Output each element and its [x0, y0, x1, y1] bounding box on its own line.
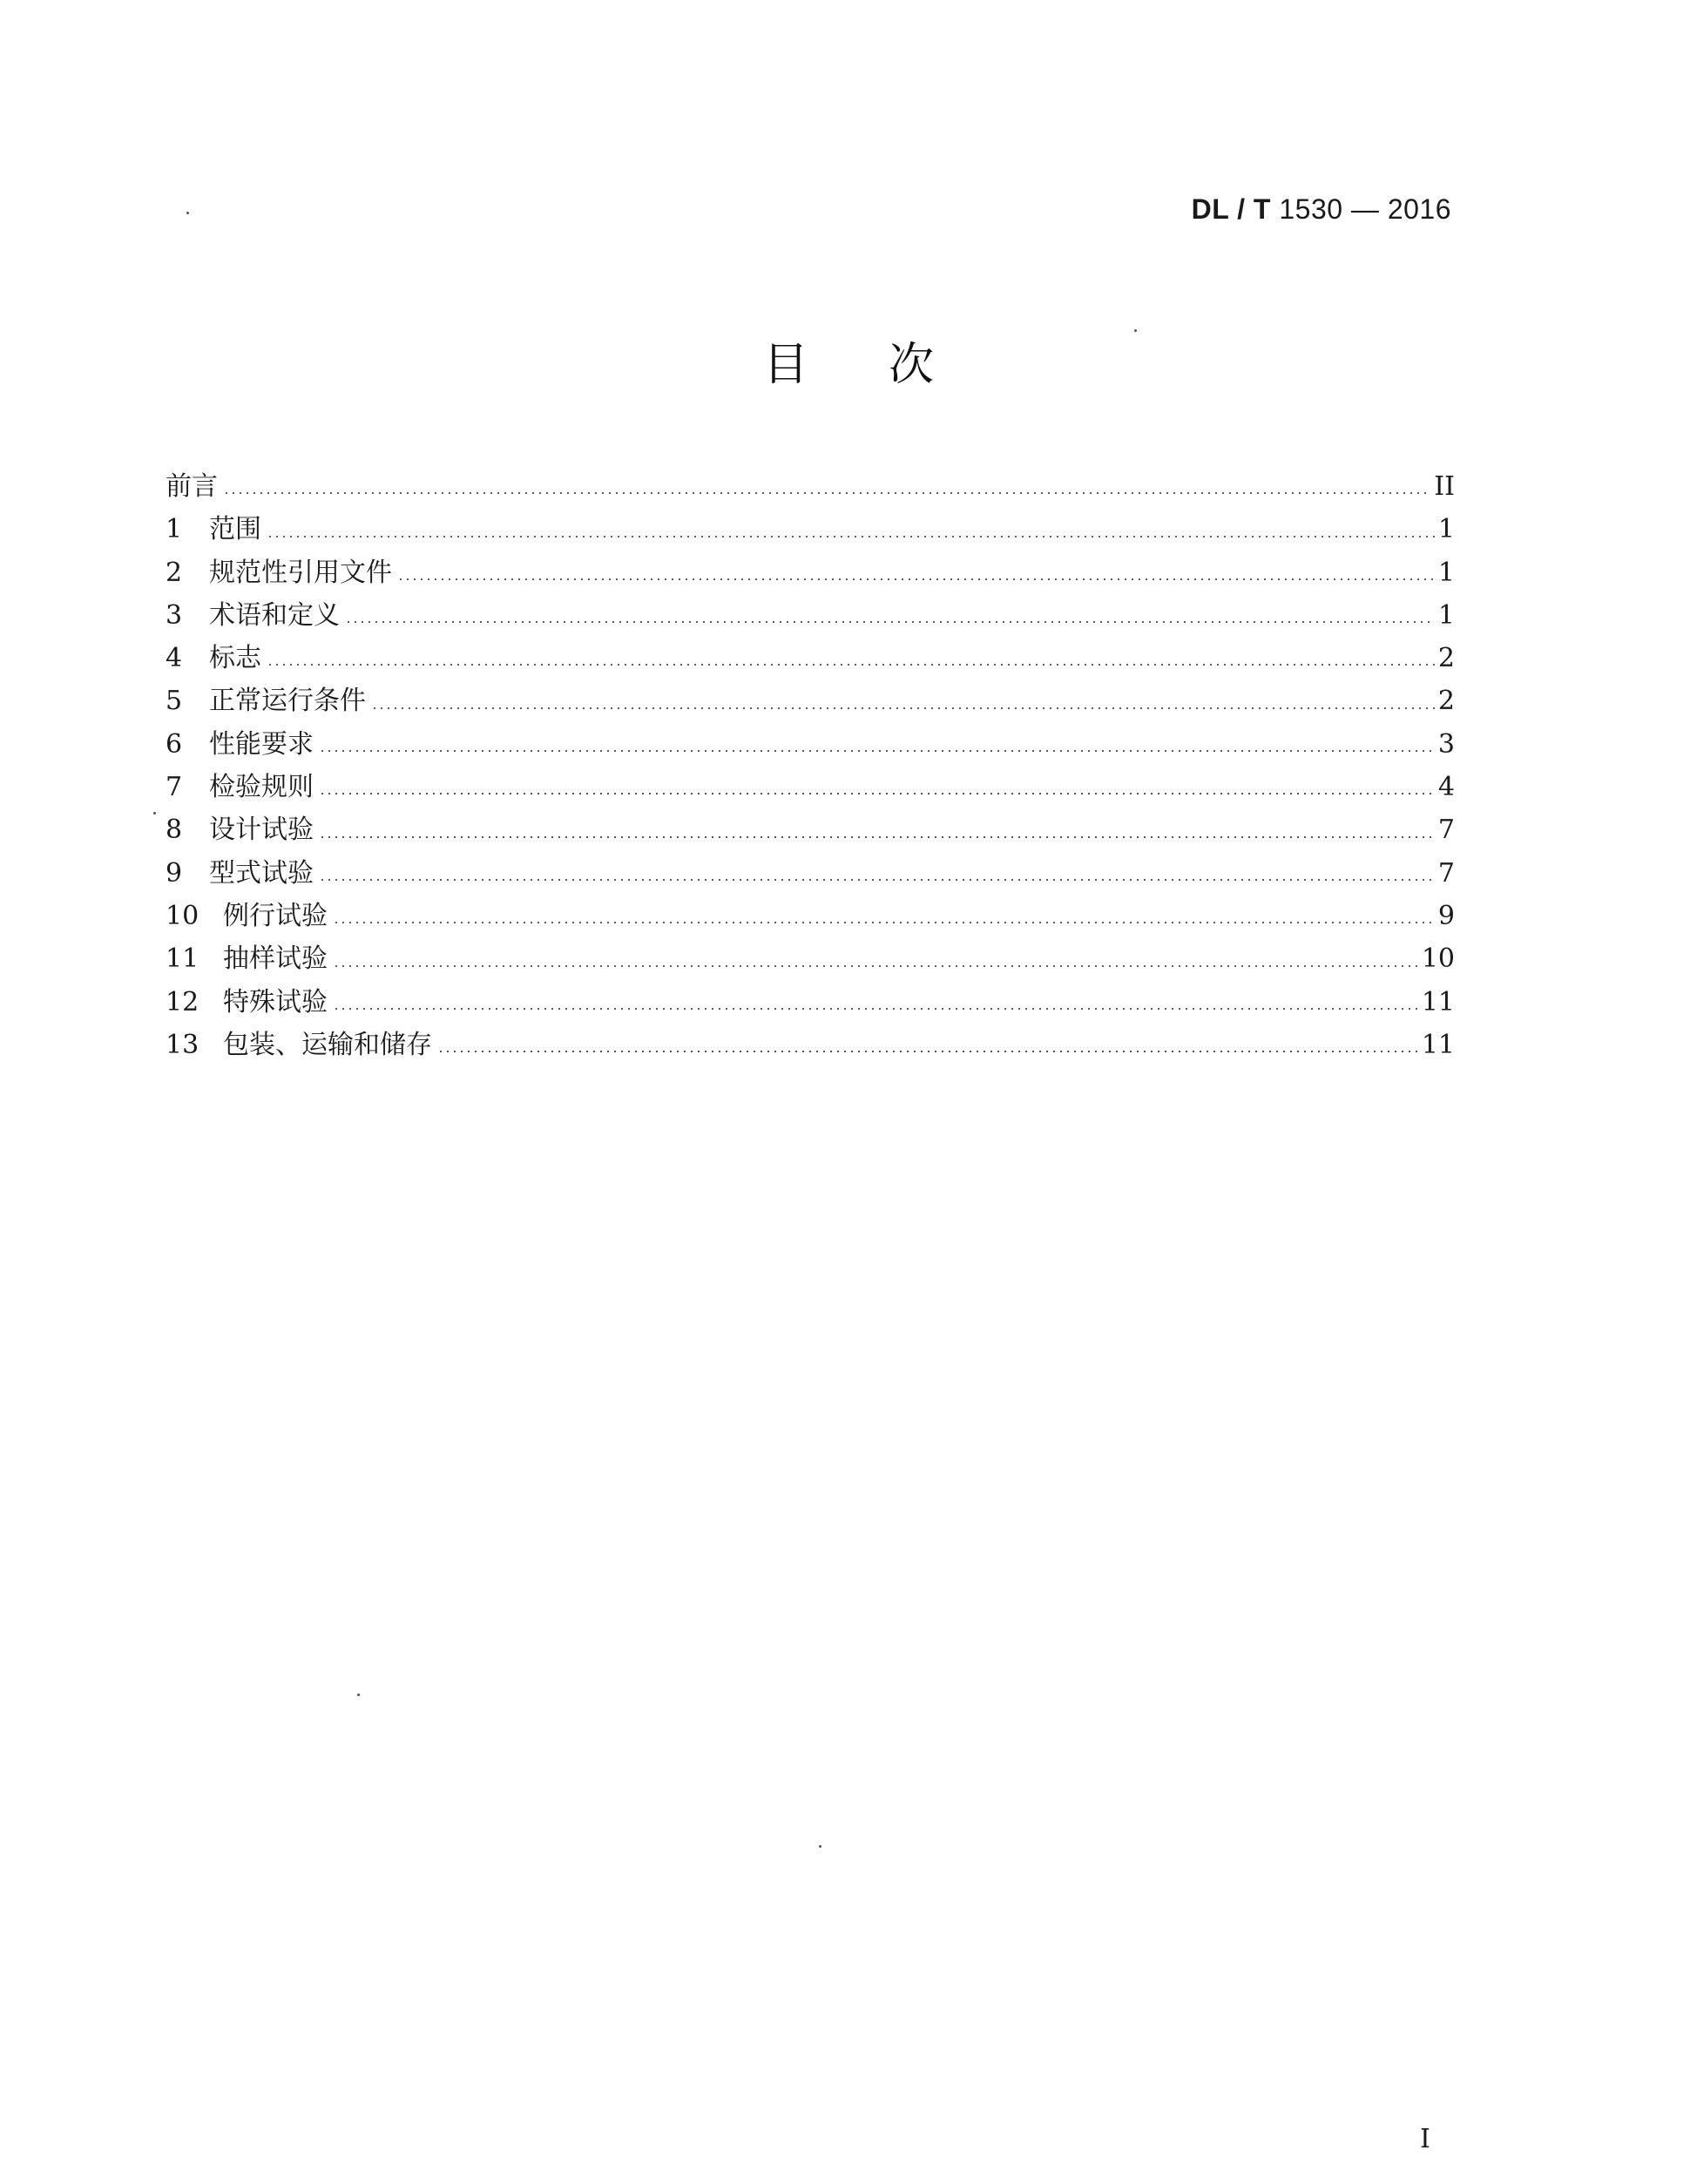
toc-entry[interactable]: [166, 680, 1455, 722]
toc-entry-label: 检验规则: [209, 772, 314, 803]
toc-entry[interactable]: [166, 465, 1455, 508]
toc-entry-number: 10: [166, 900, 199, 931]
toc-entry-label: 术语和定义: [209, 599, 340, 631]
dot-leader: [319, 766, 1435, 808]
toc-entry-number: 11: [166, 943, 199, 975]
toc-entry-label: 前言: [166, 471, 218, 502]
toc-entry-number: 6: [166, 728, 183, 760]
toc-entry[interactable]: [166, 1024, 1455, 1066]
toc-entry-label: 规范性引用文件: [209, 557, 392, 588]
toc-entry-label: 型式试验: [209, 857, 314, 889]
dot-leader: [319, 723, 1435, 766]
toc-entry-number: 7: [166, 772, 183, 803]
toc-entry-page: 2: [1437, 643, 1455, 674]
toc-entry[interactable]: [166, 895, 1455, 937]
dot-leader: [333, 937, 1418, 980]
dot-leader: [437, 1024, 1418, 1066]
toc-entry-page: 11: [1421, 1029, 1455, 1060]
toc-entry[interactable]: [166, 766, 1455, 808]
table-of-contents: [166, 465, 1455, 1066]
toc-entry-label: 标志: [209, 643, 261, 674]
scan-speck: [186, 212, 189, 214]
scan-speck: [357, 1694, 360, 1696]
dot-leader: [333, 981, 1418, 1024]
toc-entry-number: 13: [166, 1029, 199, 1060]
toc-entry-number: 9: [166, 857, 183, 889]
toc-entry[interactable]: [166, 808, 1455, 851]
scan-speck: [1134, 329, 1137, 332]
toc-entry-page: 3: [1437, 728, 1455, 760]
toc-entry-label: 范围: [209, 514, 261, 545]
toc-entry[interactable]: [166, 508, 1455, 551]
toc-entry-number: 2: [166, 557, 183, 588]
dot-leader: [223, 465, 1430, 508]
toc-entry-number: 3: [166, 599, 183, 631]
toc-entry-page: II: [1434, 471, 1455, 502]
toc-entry-page: 1: [1437, 557, 1455, 588]
toc-entry-number: 5: [166, 686, 183, 717]
dot-leader: [267, 637, 1435, 680]
toc-entry-page: 1: [1437, 599, 1455, 631]
scan-speck: [153, 812, 156, 815]
standard-code: [1192, 193, 1451, 226]
dot-leader: [371, 680, 1435, 722]
toc-entry-label: 设计试验: [209, 815, 314, 846]
scan-speck: [819, 1845, 821, 1848]
toc-entry-label: 正常运行条件: [209, 686, 366, 717]
page-title: 目次: [762, 339, 1014, 391]
toc-entry-number: 8: [166, 815, 183, 846]
toc-entry-page: 2: [1437, 686, 1455, 717]
toc-entry[interactable]: [166, 981, 1455, 1024]
toc-entry[interactable]: [166, 594, 1455, 637]
toc-entry-page: 7: [1437, 857, 1455, 889]
toc-entry-page: 10: [1421, 943, 1455, 975]
dot-leader: [267, 508, 1435, 551]
toc-entry-page: 11: [1421, 986, 1455, 1018]
toc-entry-page: 1: [1437, 514, 1455, 545]
page-number: I: [1420, 2124, 1430, 2154]
toc-entry-label: 性能要求: [209, 728, 314, 760]
toc-entry-label: 例行试验: [223, 900, 328, 931]
standard-number: 1530 — 2016: [1279, 193, 1451, 225]
toc-entry[interactable]: [166, 723, 1455, 766]
toc-entry-label: 包装、运输和储存: [223, 1029, 432, 1060]
toc-entry-label: 抽样试验: [223, 943, 328, 975]
toc-entry-number: 4: [166, 643, 183, 674]
dot-leader: [319, 808, 1435, 851]
toc-entry[interactable]: [166, 937, 1455, 980]
toc-entry[interactable]: [166, 852, 1455, 895]
dot-leader: [345, 594, 1435, 637]
dot-leader: [397, 551, 1435, 594]
toc-entry-number: 1: [166, 514, 183, 545]
toc-entry-page: 4: [1437, 772, 1455, 803]
toc-entry-page: 9: [1437, 900, 1455, 931]
toc-entry-page: 7: [1437, 815, 1455, 846]
toc-entry[interactable]: [166, 637, 1455, 680]
toc-entry-number: 12: [166, 986, 199, 1018]
dot-leader: [333, 895, 1435, 937]
standard-prefix: DL / T: [1191, 193, 1271, 225]
toc-entry-label: 特殊试验: [223, 986, 328, 1018]
dot-leader: [319, 852, 1435, 895]
toc-entry[interactable]: [166, 551, 1455, 594]
